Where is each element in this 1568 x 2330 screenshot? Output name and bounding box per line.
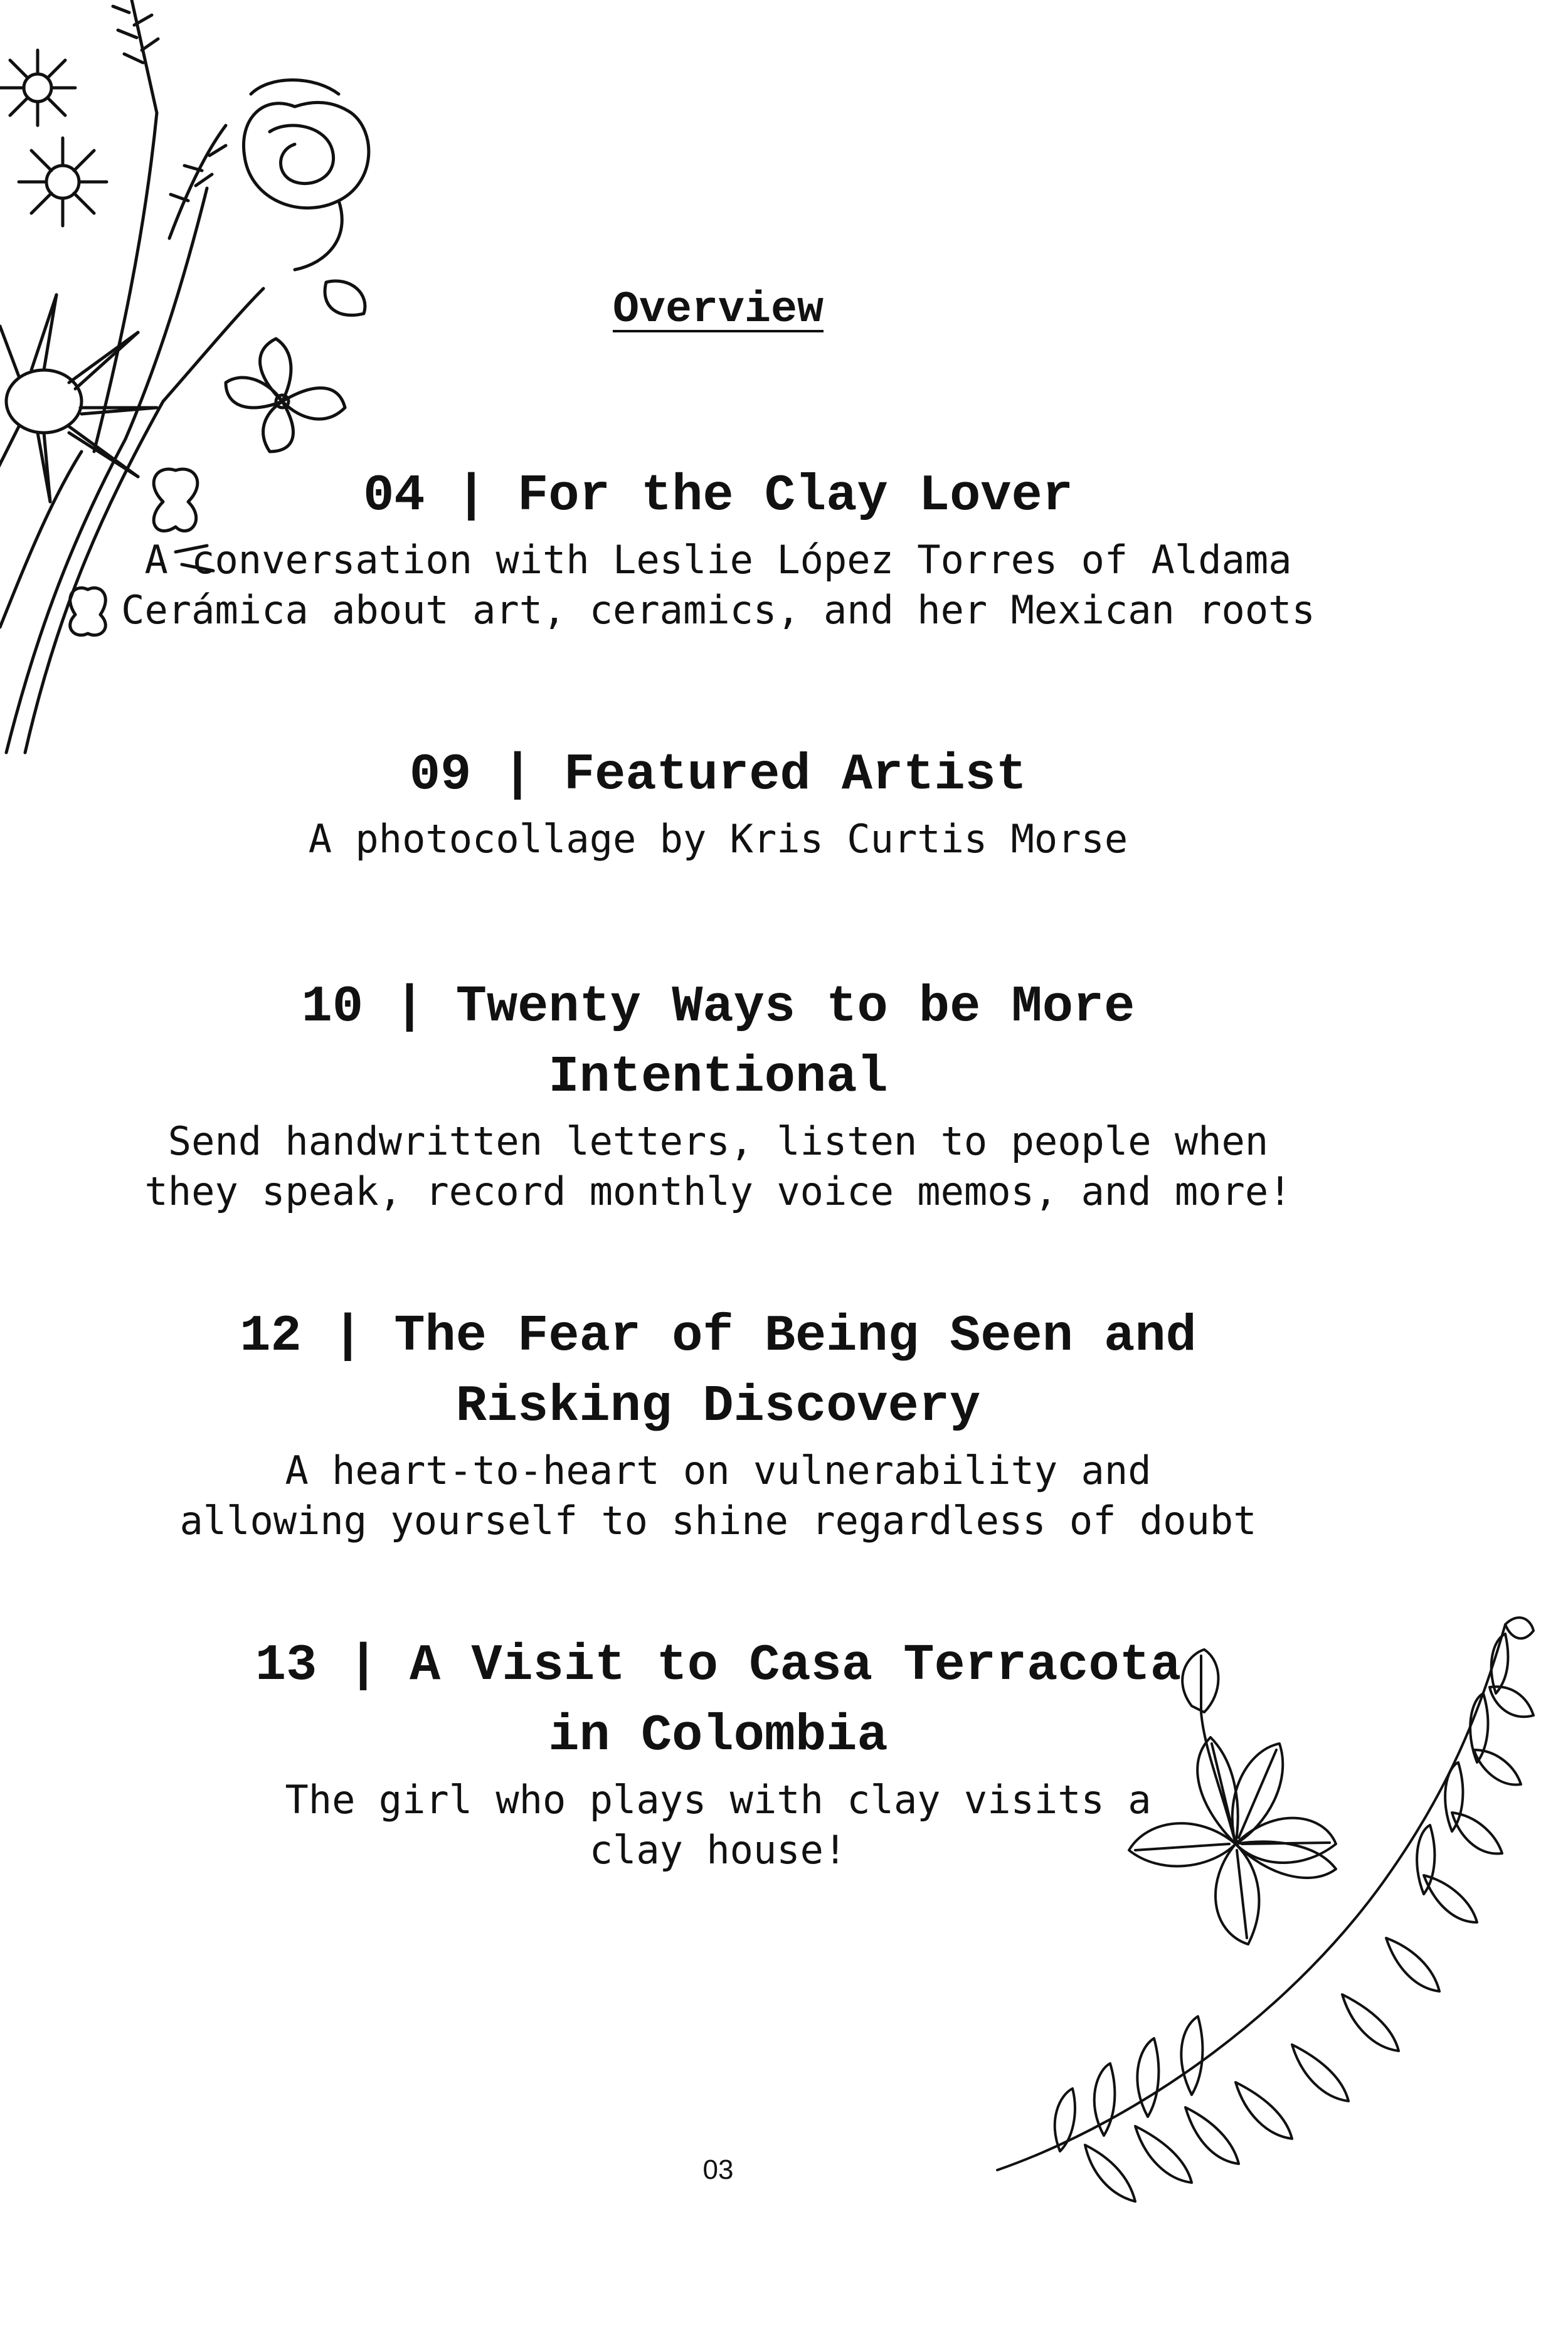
toc-entry-heading — [0, 1301, 1436, 1442]
toc-page-number: 12 — [240, 1307, 302, 1365]
toc-entry-heading — [0, 972, 1436, 1113]
toc-entry-description: A heart-to-heart on vulnerability and allowing yourself to shine regardless of doubt — [179, 1448, 1257, 1544]
toc-page-number: 09 — [409, 746, 472, 804]
page-title: Overview — [612, 285, 824, 335]
toc-entry — [0, 1301, 1436, 1546]
toc-entry-title: Featured Artist — [563, 746, 1027, 804]
toc-entry-title: Twenty Ways to be More Intentional — [455, 978, 1135, 1106]
toc-separator: | — [347, 1636, 379, 1695]
toc-separator: | — [502, 746, 533, 804]
toc-entry — [0, 461, 1436, 635]
toc-entry-title: The Fear of Being Seen and Risking Discovery — [394, 1307, 1197, 1436]
page-number: 03 — [702, 2154, 734, 2185]
toc-entry-heading — [0, 740, 1436, 810]
toc-separator: | — [332, 1307, 364, 1365]
toc-entry-heading — [0, 461, 1436, 531]
toc-separator: | — [455, 467, 487, 525]
flower-bouquet-illustration — [0, 0, 401, 765]
toc-page-number: 10 — [301, 978, 364, 1036]
toc-page-number: 04 — [363, 467, 425, 525]
toc-entry-title: A Visit to Casa Terracota in Colombia — [409, 1636, 1182, 1765]
toc-entry-description: The girl who plays with clay visits a clay house! — [285, 1777, 1152, 1873]
toc-entry-description: A photocollage by Kris Curtis Morse — [308, 816, 1128, 862]
toc-entry-description: A conversation with Leslie López Torres of Aldama Cerámica about art, ceramics, and her Mexican roots — [121, 537, 1315, 633]
toc-entry — [0, 972, 1436, 1217]
mint-and-rosemary-illustration — [985, 1606, 1549, 2233]
toc-page-number: 13 — [255, 1636, 317, 1695]
toc-separator: | — [394, 978, 425, 1036]
toc-entry — [0, 740, 1436, 864]
toc-entry-description: Send handwritten letters, listen to people when they speak, record monthly voice memos, and more! — [144, 1118, 1292, 1214]
toc-entry-title: For the Clay Lover — [517, 467, 1073, 525]
